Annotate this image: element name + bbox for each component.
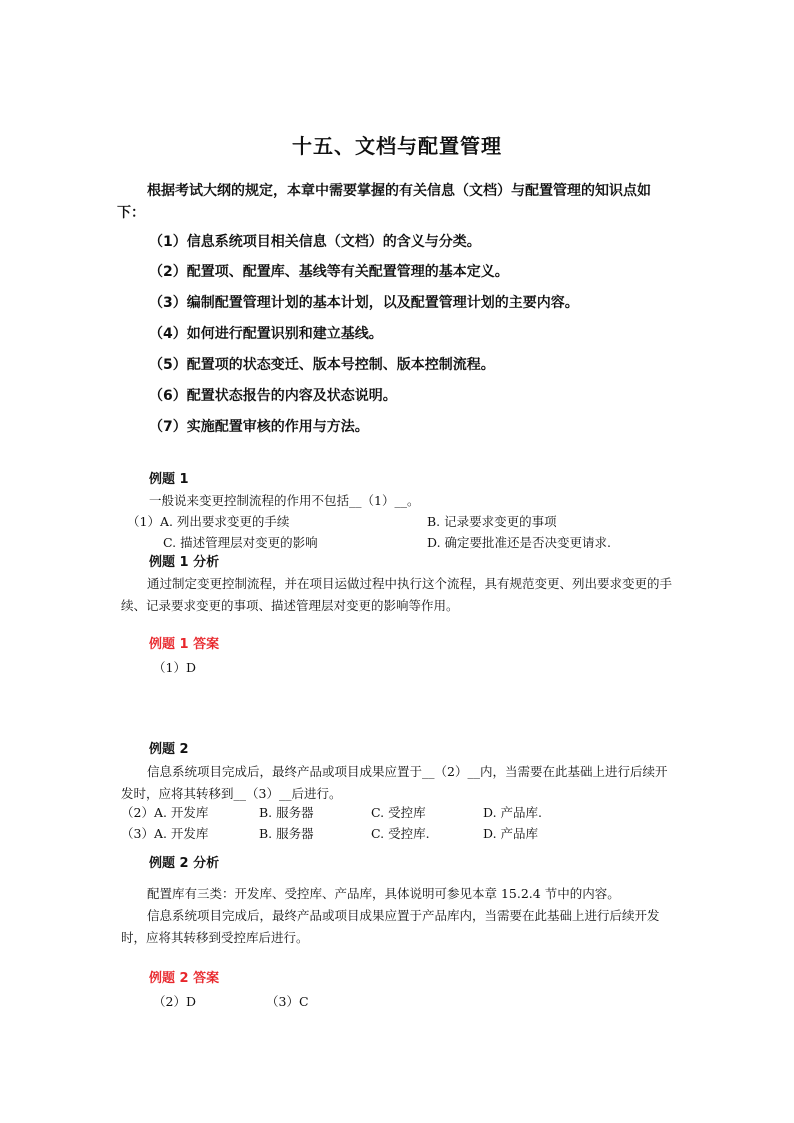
example-2-analysis-text-2: 信息系统项目完成后，最终产品或项目成果应置于产品库内，当需要在此基础上进行后续开发时，应将其转移到受控库后进行。 <box>121 908 660 945</box>
example-1-option-b: B. 记录要求变更的事项 <box>427 514 557 529</box>
option: B. 服务器 <box>259 826 314 841</box>
example-2-answer-2: （2）D <box>153 994 196 1009</box>
example-2-analysis-text-1: 配置库有三类：开发库、受控库、产品库，具体说明可参见本章 15.2.4 节中的内容。 <box>147 886 620 901</box>
example-2-analysis-heading: 例题 2 分析 <box>149 856 220 871</box>
knowledge-point: （1）信息系统项目相关信息（文档）的含义与分类。 <box>149 234 481 250</box>
intro-paragraph: 根据考试大纲的规定，本章中需要掌握的有关信息（文档）与配置管理的知识点如下： <box>117 183 651 221</box>
option: D. 产品库 <box>483 826 539 841</box>
example-2-options-2 <box>121 803 542 823</box>
option: C. 受控库. <box>371 826 430 841</box>
knowledge-point: （3）编制配置管理计划的基本计划，以及配置管理计划的主要内容。 <box>149 295 579 311</box>
example-1-analysis-text: 通过制定变更控制流程，并在项目运做过程中执行这个流程，具有规范变更、列出要求变更的手续、记录要求变更的事项、描述管理层对变更的影响等作用。 <box>121 576 673 613</box>
example-1-analysis-heading: 例题 1 分析 <box>149 555 220 570</box>
knowledge-point: （4）如何进行配置识别和建立基线。 <box>149 326 383 342</box>
page-title: 十五、文档与配置管理 <box>292 134 502 158</box>
example-2-heading: 例题 2 <box>149 742 189 757</box>
example-1-question: 一般说来变更控制流程的作用不包括__（1）__。 <box>149 493 420 508</box>
example-2-options-3 <box>121 824 538 844</box>
option: C. 受控库 <box>371 805 426 820</box>
option: D. 产品库. <box>483 805 542 820</box>
example-1-option-a: （1）A. 列出要求变更的手续 <box>127 514 290 529</box>
knowledge-point: （6）配置状态报告的内容及状态说明。 <box>149 388 397 404</box>
option: （3）A. 开发库 <box>121 826 209 841</box>
example-2-answer-3: （3）C <box>266 994 309 1009</box>
example-2-answer-heading: 例题 2 答案 <box>149 971 220 986</box>
knowledge-point: （5）配置项的状态变迁、版本号控制、版本控制流程。 <box>149 357 495 373</box>
option: B. 服务器 <box>259 805 314 820</box>
example-1-answer-heading: 例题 1 答案 <box>149 637 220 652</box>
example-1-option-c: C. 描述管理层对变更的影响 <box>163 535 318 550</box>
example-1-heading: 例题 1 <box>149 472 189 487</box>
example-1-option-d: D. 确定要批准还是否决变更请求. <box>427 535 611 550</box>
knowledge-point: （2）配置项、配置库、基线等有关配置管理的基本定义。 <box>149 264 509 280</box>
knowledge-point: （7）实施配置审核的作用与方法。 <box>149 419 369 435</box>
option: （2）A. 开发库 <box>121 805 209 820</box>
example-2-question: 信息系统项目完成后，最终产品或项目成果应置于__（2）__内，当需要在此基础上进行后续开发时，应将其转移到__（3）__后进行。 <box>121 764 668 801</box>
example-1-answer: （1）D <box>153 660 196 675</box>
